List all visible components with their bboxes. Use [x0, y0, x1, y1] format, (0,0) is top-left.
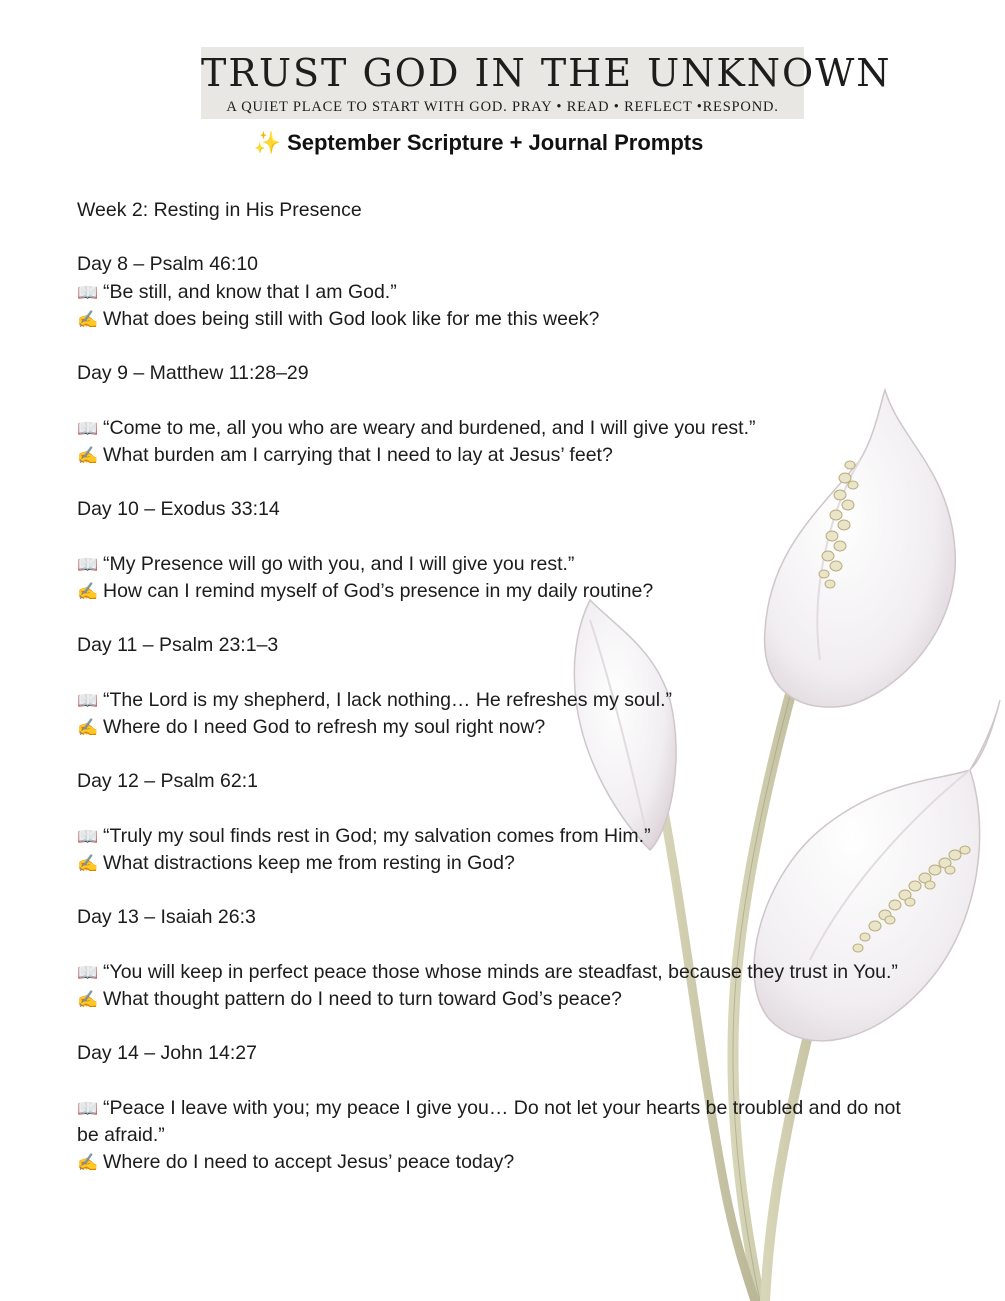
day-reference: Day 8 – Psalm 46:10 — [77, 253, 259, 276]
day-reference: Day 13 – Isaiah 26:3 — [77, 906, 256, 929]
page-subtitle: A QUIET PLACE TO START WITH GOD. PRAY • READ • REFLECT •RESPOND. — [226, 99, 779, 115]
prompt-line — [77, 850, 907, 877]
scripture-line — [77, 415, 907, 442]
prompt-text: Where do I need God to refresh my soul right now? — [103, 715, 546, 738]
open-book-icon: 📖 — [77, 826, 99, 846]
scripture-text: “You will keep in perfect peace those whose minds are steadfast, because they trust in You.” — [103, 960, 898, 983]
writing-hand-icon: ✍ — [77, 853, 99, 873]
sparkles-icon: ✨ — [253, 130, 282, 155]
prompt-text: What thought pattern do I need to turn toward God’s peace? — [103, 987, 622, 1010]
open-book-icon: 📖 — [77, 962, 99, 982]
scripture-text: “Come to me, all you who are weary and burdened, and I will give you rest.” — [103, 416, 756, 439]
writing-hand-icon: ✍ — [77, 581, 99, 601]
week-title: Week 2: Resting in His Presence — [77, 199, 362, 221]
open-book-icon: 📖 — [77, 282, 99, 302]
prompt-text: How can I remind myself of God’s presence in my daily routine? — [103, 579, 654, 602]
prompt-text: What distractions keep me from resting in God? — [103, 851, 515, 874]
scripture-text: “Be still, and know that I am God.” — [103, 280, 397, 303]
scripture-line — [77, 959, 907, 986]
writing-hand-icon: ✍ — [77, 989, 99, 1009]
day-reference: Day 14 – John 14:27 — [77, 1042, 257, 1065]
day-reference: Day 10 – Exodus 33:14 — [77, 498, 280, 521]
prompt-text: What does being still with God look like for me this week? — [103, 307, 600, 330]
scripture-line — [77, 687, 907, 714]
page-title: TRUST GOD IN THE UNKNOWN — [201, 51, 892, 95]
open-book-icon: 📖 — [77, 554, 99, 574]
section-heading-text: September Scripture + Journal Prompts — [287, 130, 704, 155]
writing-hand-icon: ✍ — [77, 309, 99, 329]
prompt-line — [77, 986, 907, 1013]
prompt-text: Where do I need to accept Jesus’ peace today? — [103, 1150, 515, 1173]
writing-hand-icon: ✍ — [77, 445, 99, 465]
prompt-line — [77, 1149, 907, 1176]
scripture-text: “Peace I leave with you; my peace I give you… Do not let your hearts be troubled and do not be afraid.” — [77, 1096, 901, 1146]
prompt-line — [77, 578, 907, 605]
prompt-line — [77, 306, 907, 333]
day-reference: Day 12 – Psalm 62:1 — [77, 770, 259, 793]
scripture-line — [77, 823, 907, 850]
writing-hand-icon: ✍ — [77, 717, 99, 737]
section-heading — [0, 128, 957, 158]
header-banner — [201, 47, 892, 119]
scripture-line — [77, 279, 907, 306]
day-reference: Day 9 – Matthew 11:28–29 — [77, 362, 309, 385]
open-book-icon: 📖 — [77, 1098, 99, 1118]
scripture-line — [77, 1095, 907, 1149]
scripture-text: “Truly my soul finds rest in God; my salvation comes from Him.” — [103, 824, 651, 847]
scripture-line — [77, 551, 907, 578]
open-book-icon: 📖 — [77, 418, 99, 438]
prompt-line — [77, 442, 907, 469]
journal-content — [77, 197, 907, 1176]
prompt-text: What burden am I carrying that I need to lay at Jesus’ feet? — [103, 443, 613, 466]
scripture-text: “My Presence will go with you, and I will give you rest.” — [103, 552, 575, 575]
open-book-icon: 📖 — [77, 690, 99, 710]
day-reference: Day 11 – Psalm 23:1–3 — [77, 634, 279, 657]
writing-hand-icon: ✍ — [77, 1152, 99, 1172]
prompt-line — [77, 714, 907, 741]
scripture-text: “The Lord is my shepherd, I lack nothing… He refreshes my soul.” — [103, 688, 672, 711]
